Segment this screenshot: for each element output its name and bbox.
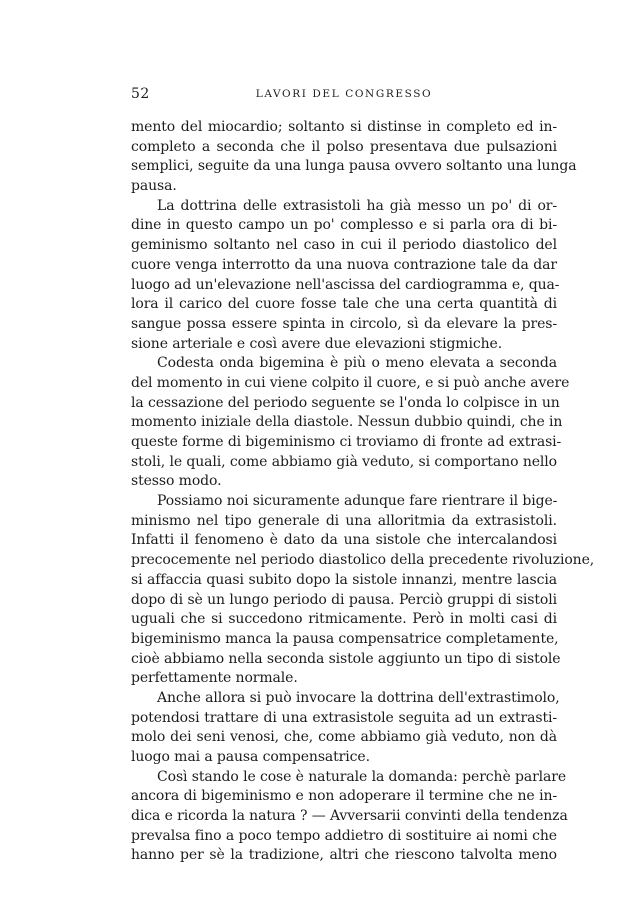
text-line: Infatti il fenomeno è dato da una sistole che intercalandosi	[131, 532, 557, 549]
text-line: uguali che si succedono ritmicamente. Però in molti casi di	[131, 611, 557, 628]
text-line: pausa.	[131, 178, 177, 195]
text-line: cioè abbiamo nella seconda sistole aggiunto un tipo di sistole	[131, 650, 561, 667]
text-line: dica e ricorda la natura ? — Avversarii convinti della tendenza	[131, 808, 568, 825]
text-line: potendosi trattare di una extrasistole seguita ad un extrasti-	[131, 709, 557, 726]
text-line: momento iniziale della diastole. Nessun dubbio quindi, che in	[131, 414, 563, 431]
text-line: stoli, le quali, come abbiamo già veduto, si comportano nello	[131, 453, 557, 470]
running-head: LAVORI DEL CONGRESSO	[255, 88, 433, 100]
text-line: Codesta onda bigemina è più o meno elevata a seconda	[157, 355, 557, 372]
text-line: geminismo soltanto nel caso in cui il periodo diastolico del	[131, 237, 557, 254]
text-line: del momento in cui viene colpito il cuore, e si può anche avere	[131, 374, 570, 391]
text-line: mento del miocardio; soltanto si distinse in completo ed in-	[131, 119, 557, 135]
text-line: minismo nel tipo generale di una alloritmia da extrasistoli.	[131, 512, 557, 529]
text-line: molo dei seni venosi, che, come abbiamo già veduto, non dà	[131, 729, 557, 746]
text-line: Anche allora si può invocare la dottrina dell'extrastimolo,	[157, 689, 560, 706]
text-line: ancora di bigeminismo e non adoperare il termine che ne in-	[131, 788, 557, 805]
text-line: lora il carico del cuore fosse tale che una certa quantità di	[131, 296, 557, 313]
text-line: hanno per sè la tradizione, altri che riescono talvolta meno	[131, 847, 557, 864]
text-line: precocemente nel periodo diastolico della precedente rivoluzione,	[131, 552, 595, 569]
text-line: Possiamo noi sicuramente adunque fare rientrare il bige-	[157, 493, 558, 510]
page-header	[131, 86, 557, 106]
text-line: La dottrina delle extrasistoli ha già messo un po' di or-	[157, 197, 557, 214]
text-line: la cessazione del periodo seguente se l'onda lo colpisce in un	[131, 394, 560, 411]
text-line: completo a seconda che il polso presentava due pulsazioni	[131, 138, 557, 155]
text-line: sione arteriale e così avere due elevazioni stigmiche.	[131, 335, 503, 352]
text-line: luogo ad un'elevazione nell'ascissa del cardiogramma e, qua-	[131, 276, 560, 293]
text-line: semplici, seguite da una lunga pausa ovvero soltanto una lunga	[131, 158, 577, 175]
text-line: cuore venga interrotto da una nuova contrazione tale da dar	[131, 256, 557, 273]
text-line: si affaccia quasi subito dopo la sistole innanzi, mentre lascia	[131, 571, 557, 588]
text-line: prevalsa fino a poco tempo addietro di sostituire ai nomi che	[131, 827, 557, 844]
body-text	[131, 118, 595, 866]
text-line: perfettamente normale.	[131, 670, 298, 687]
text-line: stesso modo.	[131, 473, 222, 490]
text-line: sangue possa essere spinta in circolo, sì da elevare la pres-	[131, 315, 557, 332]
text-line: dopo di sè un lungo periodo di pausa. Perciò gruppi di sistoli	[131, 591, 557, 608]
text-line: Così stando le cose è naturale la domanda: perchè parlare	[157, 768, 567, 785]
text-line: queste forme di bigeminismo ci troviamo di fronte ad extrasi-	[131, 434, 562, 450]
text-line: luogo mai a pausa compensatrice.	[131, 749, 370, 765]
text-line: dine in questo campo un po' complesso e si parla ora di bi-	[131, 217, 557, 234]
page-number: 52	[131, 86, 150, 102]
text-line: bigeminismo manca la pausa compensatrice completamente,	[131, 630, 559, 647]
